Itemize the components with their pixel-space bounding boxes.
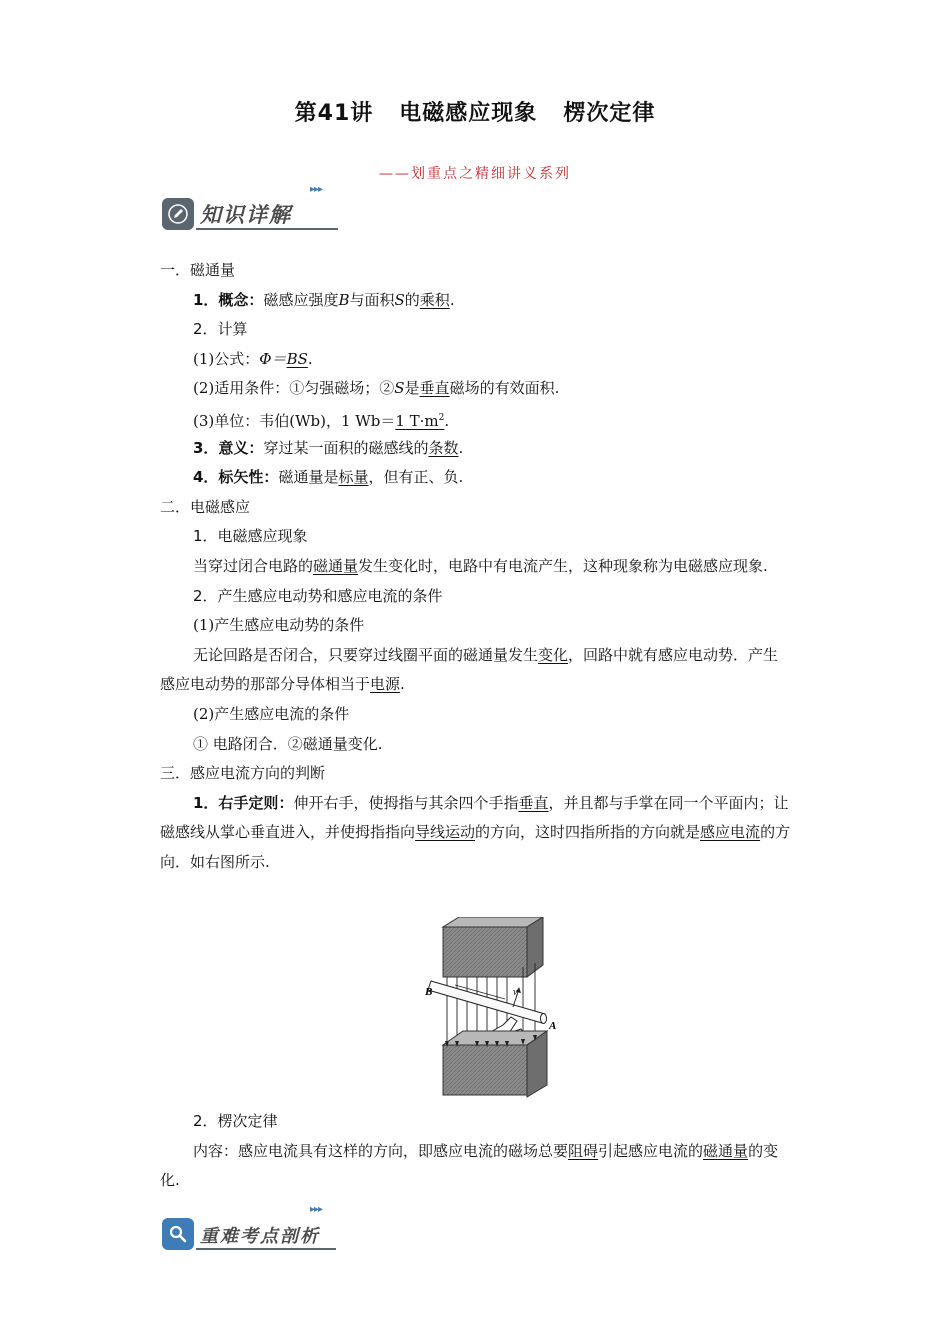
meaning-text: 穿过某一面积的磁感线的: [263, 438, 429, 457]
answer-blank: 阻碍: [568, 1141, 599, 1160]
conditions-heading: 2．产生感应电动势和感应电流的条件: [193, 586, 443, 605]
answer-blank: BS: [286, 349, 308, 368]
concept-label: 1．概念：: [193, 290, 264, 309]
lenz-paragraph: [160, 1137, 792, 1196]
flux-scalar: [160, 463, 792, 493]
unit-label: (3)单位：韦伯(Wb)，1 Wb＝: [193, 411, 396, 430]
banner-underline: [196, 228, 338, 230]
label-B: B: [425, 986, 433, 998]
lenz-section: [160, 1107, 792, 1196]
symbol-S: S: [394, 379, 405, 398]
formula-label: (1)公式：: [193, 349, 260, 368]
concept-text: 的: [404, 290, 420, 309]
punctuation: .: [449, 290, 455, 309]
right-hand-rule-figure: [425, 917, 565, 1107]
answer-blank: 感应电流: [700, 823, 761, 842]
punctuation: .: [400, 675, 405, 694]
paragraph-text: 的方向，这时四指所指的方向就是: [475, 823, 701, 842]
flux-unit: [160, 404, 792, 434]
flux-condition: [160, 374, 792, 404]
flux-meaning: [160, 434, 792, 464]
answer-blank: 变化: [538, 645, 569, 664]
concept-text: 与面积: [349, 290, 395, 309]
symbol-S: S: [394, 290, 405, 309]
label-A: A: [549, 1020, 557, 1032]
phenomenon-heading: 1．电磁感应现象: [193, 527, 308, 546]
paragraph-text: 无论回路是否闭合，只要穿过线圈平面的磁通量发生: [193, 645, 539, 664]
title-topic-b: 楞次定律: [563, 101, 656, 126]
punctuation: .: [444, 411, 450, 430]
current-heading: (2)产生感应电流的条件: [193, 704, 350, 723]
phenomenon-paragraph: [160, 552, 792, 582]
condition-text: 磁场的有效面积.: [449, 379, 560, 398]
answer-blank: 条数: [428, 438, 459, 457]
series-subtitle: ——划重点之精细讲义系列: [379, 166, 571, 182]
page-title: [0, 96, 950, 127]
section-heading-flux: 一．磁通量: [160, 261, 236, 279]
scalar-text: ，但有正、负.: [368, 468, 464, 487]
banner-arrows-icon: ▸▸▸: [310, 184, 323, 195]
answer-blank: 乘积: [419, 290, 450, 309]
paragraph-text: 的变化.: [160, 1141, 779, 1190]
paragraph-text: 的方向．如右图所示.: [160, 823, 791, 871]
paragraph-text: ，并且都与手掌在同一个平面内；让磁感线从掌心垂直进入，并使拇指指向: [160, 793, 789, 842]
paragraph-text: 发生变化时，电路中有电流产生，这种现象称为电磁感应现象.: [358, 556, 768, 575]
paragraph-text: 引起感应电流的: [598, 1141, 704, 1160]
symbol-phi: Φ＝: [259, 349, 287, 368]
velocity-label: v: [513, 987, 518, 998]
lenz-heading: 2．楞次定律: [193, 1112, 278, 1130]
section-heading-direction: 三．感应电流方向的判断: [160, 764, 326, 783]
flux-concept: [160, 286, 792, 316]
paragraph-text: 伸开右手，使拇指与其余四个手指: [293, 793, 519, 812]
right-hand-rule-paragraph: [160, 789, 792, 878]
conductor-rod: [428, 981, 545, 1023]
answer-blank: 导线运动: [415, 823, 476, 842]
answer-blank: 垂直: [518, 793, 549, 812]
emf-heading: (1)产生感应电动势的条件: [193, 616, 365, 635]
answer-blank: 磁通量: [313, 556, 359, 575]
meaning-label: 3．意义：: [193, 438, 264, 457]
answer-blank: 电源: [370, 675, 401, 694]
answer-blank: 标量: [338, 468, 369, 487]
top-magnet-face: [443, 917, 543, 927]
punctuation: .: [458, 438, 464, 457]
pencil-icon: [162, 198, 194, 230]
magnifier-icon: [162, 1218, 194, 1250]
banner-underline: [196, 1248, 336, 1250]
superscript: 2: [438, 412, 445, 423]
title-lecture-number: 第41讲: [294, 101, 374, 126]
calc-heading: 2．计算: [193, 320, 248, 339]
top-magnet: [443, 927, 527, 977]
emf-paragraph: [160, 641, 792, 700]
title-topic-a: 电磁感应现象: [399, 101, 538, 126]
concept-text: 磁感应强度: [263, 290, 339, 309]
knowledge-banner: [160, 184, 360, 232]
paragraph-text: ，回路中就有感应电动势．产生感应电动势的那部分导体相当于: [160, 645, 779, 694]
section-heading-induction: 二．电磁感应: [160, 497, 251, 516]
answer-blank: 1 T·m: [395, 411, 439, 430]
key-points-banner-text: 重难考点剖析: [200, 1226, 320, 1247]
answer-blank: 垂直: [419, 379, 450, 398]
key-points-banner: [160, 1204, 360, 1252]
paragraph-text: 当穿过闭合电路的: [193, 556, 314, 575]
paragraph-text: 内容：感应电流具有这样的方向，即感应电流的磁场总要: [193, 1141, 569, 1160]
main-content: [160, 256, 792, 877]
flux-formula: [160, 345, 792, 375]
punctuation: .: [307, 349, 313, 368]
rule-label: 1．右手定则：: [193, 793, 294, 812]
current-conditions: ① 电路闭合．②磁通量变化.: [193, 734, 383, 753]
symbol-B: B: [338, 290, 350, 309]
bottom-magnet: [443, 1045, 527, 1095]
scalar-text: 磁通量是: [278, 468, 339, 487]
answer-blank: 磁通量: [703, 1141, 749, 1160]
banner-arrows-icon: ▸▸▸: [310, 1204, 323, 1215]
condition-label: (2)适用条件：①匀强磁场；②: [193, 379, 395, 398]
condition-text: 是: [404, 379, 420, 398]
rod-end: [541, 1014, 547, 1024]
scalar-label: 4．标矢性：: [193, 468, 279, 487]
knowledge-banner-text: 知识详解: [200, 203, 292, 227]
